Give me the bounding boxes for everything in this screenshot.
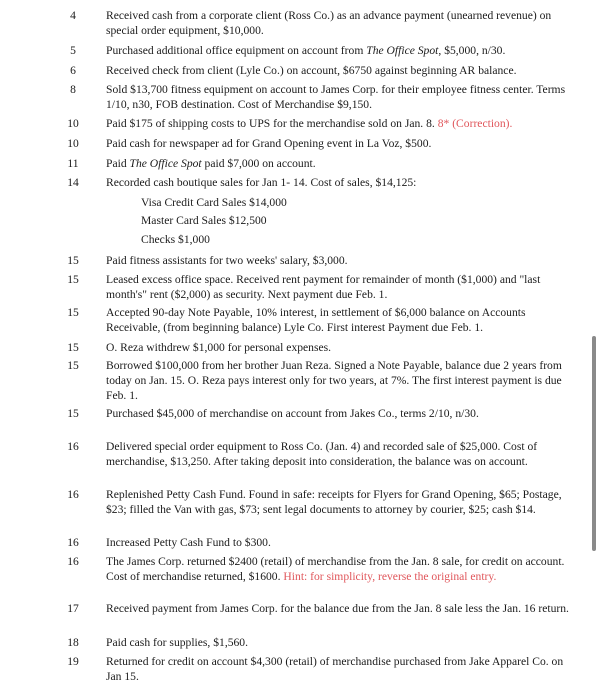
entry-day: 16 [67, 536, 79, 549]
correction-note: 8* (Correction). [437, 117, 513, 130]
entry-text: Paid cash for newspaper ad for Grand Opening event in La Voz, $500. [106, 137, 432, 150]
entry-day: 18 [67, 636, 79, 649]
entry-text: Increased Petty Cash Fund to $300. [106, 536, 271, 549]
entry-text: Paid cash for supplies, $1,560. [106, 636, 249, 649]
entry-text: Accepted 90-day Note Payable, 10% interest, in settlement of $6,000 balance on Accounts Receivable, (from beginning balance) Lyle Co. First interest Payment due Feb. 1. [106, 306, 526, 334]
entry-text: O. Reza withdrew $1,000 for personal expenses. [106, 341, 332, 354]
entry-text: Sold $13,700 fitness equipment on account to James Corp. for their employee fitness center. Terms 1/10, n30, FOB destination. Cost of Merchandise $9,150. [106, 83, 566, 111]
entry-text: Replenished Petty Cash Fund. Found in safe: receipts for Flyers for Grand Opening, $65; Postage, $23; filled the Van with gas, $73; sent legal documents to attorney by courier, $25; cash $14. [106, 488, 562, 516]
entry-day: 14 [67, 176, 79, 189]
entry-day: 15 [67, 341, 79, 354]
entry-text: Received payment from James Corp. for the balance due from the Jan. 8 sale less the Jan. 16 return. [106, 602, 569, 615]
entry-text: Purchased $45,000 of merchandise on account from Jakes Co., terms 2/10, n/30. [106, 407, 479, 420]
entry-day: 5 [70, 44, 76, 57]
sub-item: Master Card Sales $12,500 [141, 214, 267, 227]
entry-day: 10 [67, 137, 79, 150]
entry-text: Paid $175 of shipping costs to UPS for the merchandise sold on Jan. 8. 8* (Correction). [106, 117, 513, 130]
sub-item: Checks $1,000 [141, 233, 210, 246]
scrollbar[interactable] [592, 336, 596, 551]
entry-day: 16 [67, 555, 79, 568]
entry-day: 6 [70, 64, 76, 77]
entry-day: 17 [67, 602, 79, 615]
entry-day: 16 [67, 488, 79, 501]
entry-text: Returned for credit on account $4,300 (retail) of merchandise purchased from Jake Apparel Co. on Jan 15. [106, 655, 564, 683]
entry-day: 15 [67, 359, 79, 372]
entry-day: 15 [67, 273, 79, 286]
entry-text: Paid fitness assistants for two weeks' salary, $3,000. [106, 254, 348, 267]
entry-day: 15 [67, 254, 79, 267]
entry-text: Borrowed $100,000 from her brother Juan Reza. Signed a Note Payable, balance due 2 years from today on Jan. 15. O. Reza pays interest only for two years, at 7%. The first interest payment is due Feb. 1. [106, 359, 562, 402]
entry-text: Paid The Office Spot paid $7,000 on account. [106, 157, 316, 170]
entry-text: Recorded cash boutique sales for Jan 1- 14. Cost of sales, $14,125: [106, 176, 417, 189]
entry-day: 4 [70, 9, 76, 22]
hint-note: Hint: for simplicity, reverse the original entry. [283, 569, 497, 583]
entry-text: Delivered special order equipment to Ross Co. (Jan. 4) and recorded sale of $25,000. Cost of merchandise, $13,250. After taking deposit into consideration, the balance was on account. [106, 440, 538, 468]
entry-text: The James Corp. returned $2400 (retail) of merchandise from the Jan. 8 sale, for credit on account. Cost of merchandise returned, $1600. Hint: for simplicity, reverse the original entry. [106, 555, 565, 583]
entry-day: 15 [67, 306, 79, 319]
entry-text: Purchased additional office equipment on account from The Office Spot, $5,000, n/30. [106, 44, 506, 57]
entry-day: 11 [67, 157, 79, 170]
entry-text: Received cash from a corporate client (Ross Co.) as an advance payment (unearned revenue) on special order equipment, $10,000. [106, 9, 552, 37]
entry-text: Leased excess office space. Received rent payment for remainder of month ($1,000) and "last month's" rent ($2,000) as security. Next payment due Feb. 1. [106, 273, 541, 301]
entry-day: 15 [67, 407, 79, 420]
sub-item: Visa Credit Card Sales $14,000 [141, 196, 287, 209]
entry-day: 10 [67, 117, 79, 130]
entry-text: Received check from client (Lyle Co.) on account, $6750 against beginning AR balance. [106, 64, 517, 77]
entry-day: 16 [67, 440, 79, 453]
entry-day: 8 [70, 83, 76, 96]
entry-day: 19 [67, 655, 79, 668]
